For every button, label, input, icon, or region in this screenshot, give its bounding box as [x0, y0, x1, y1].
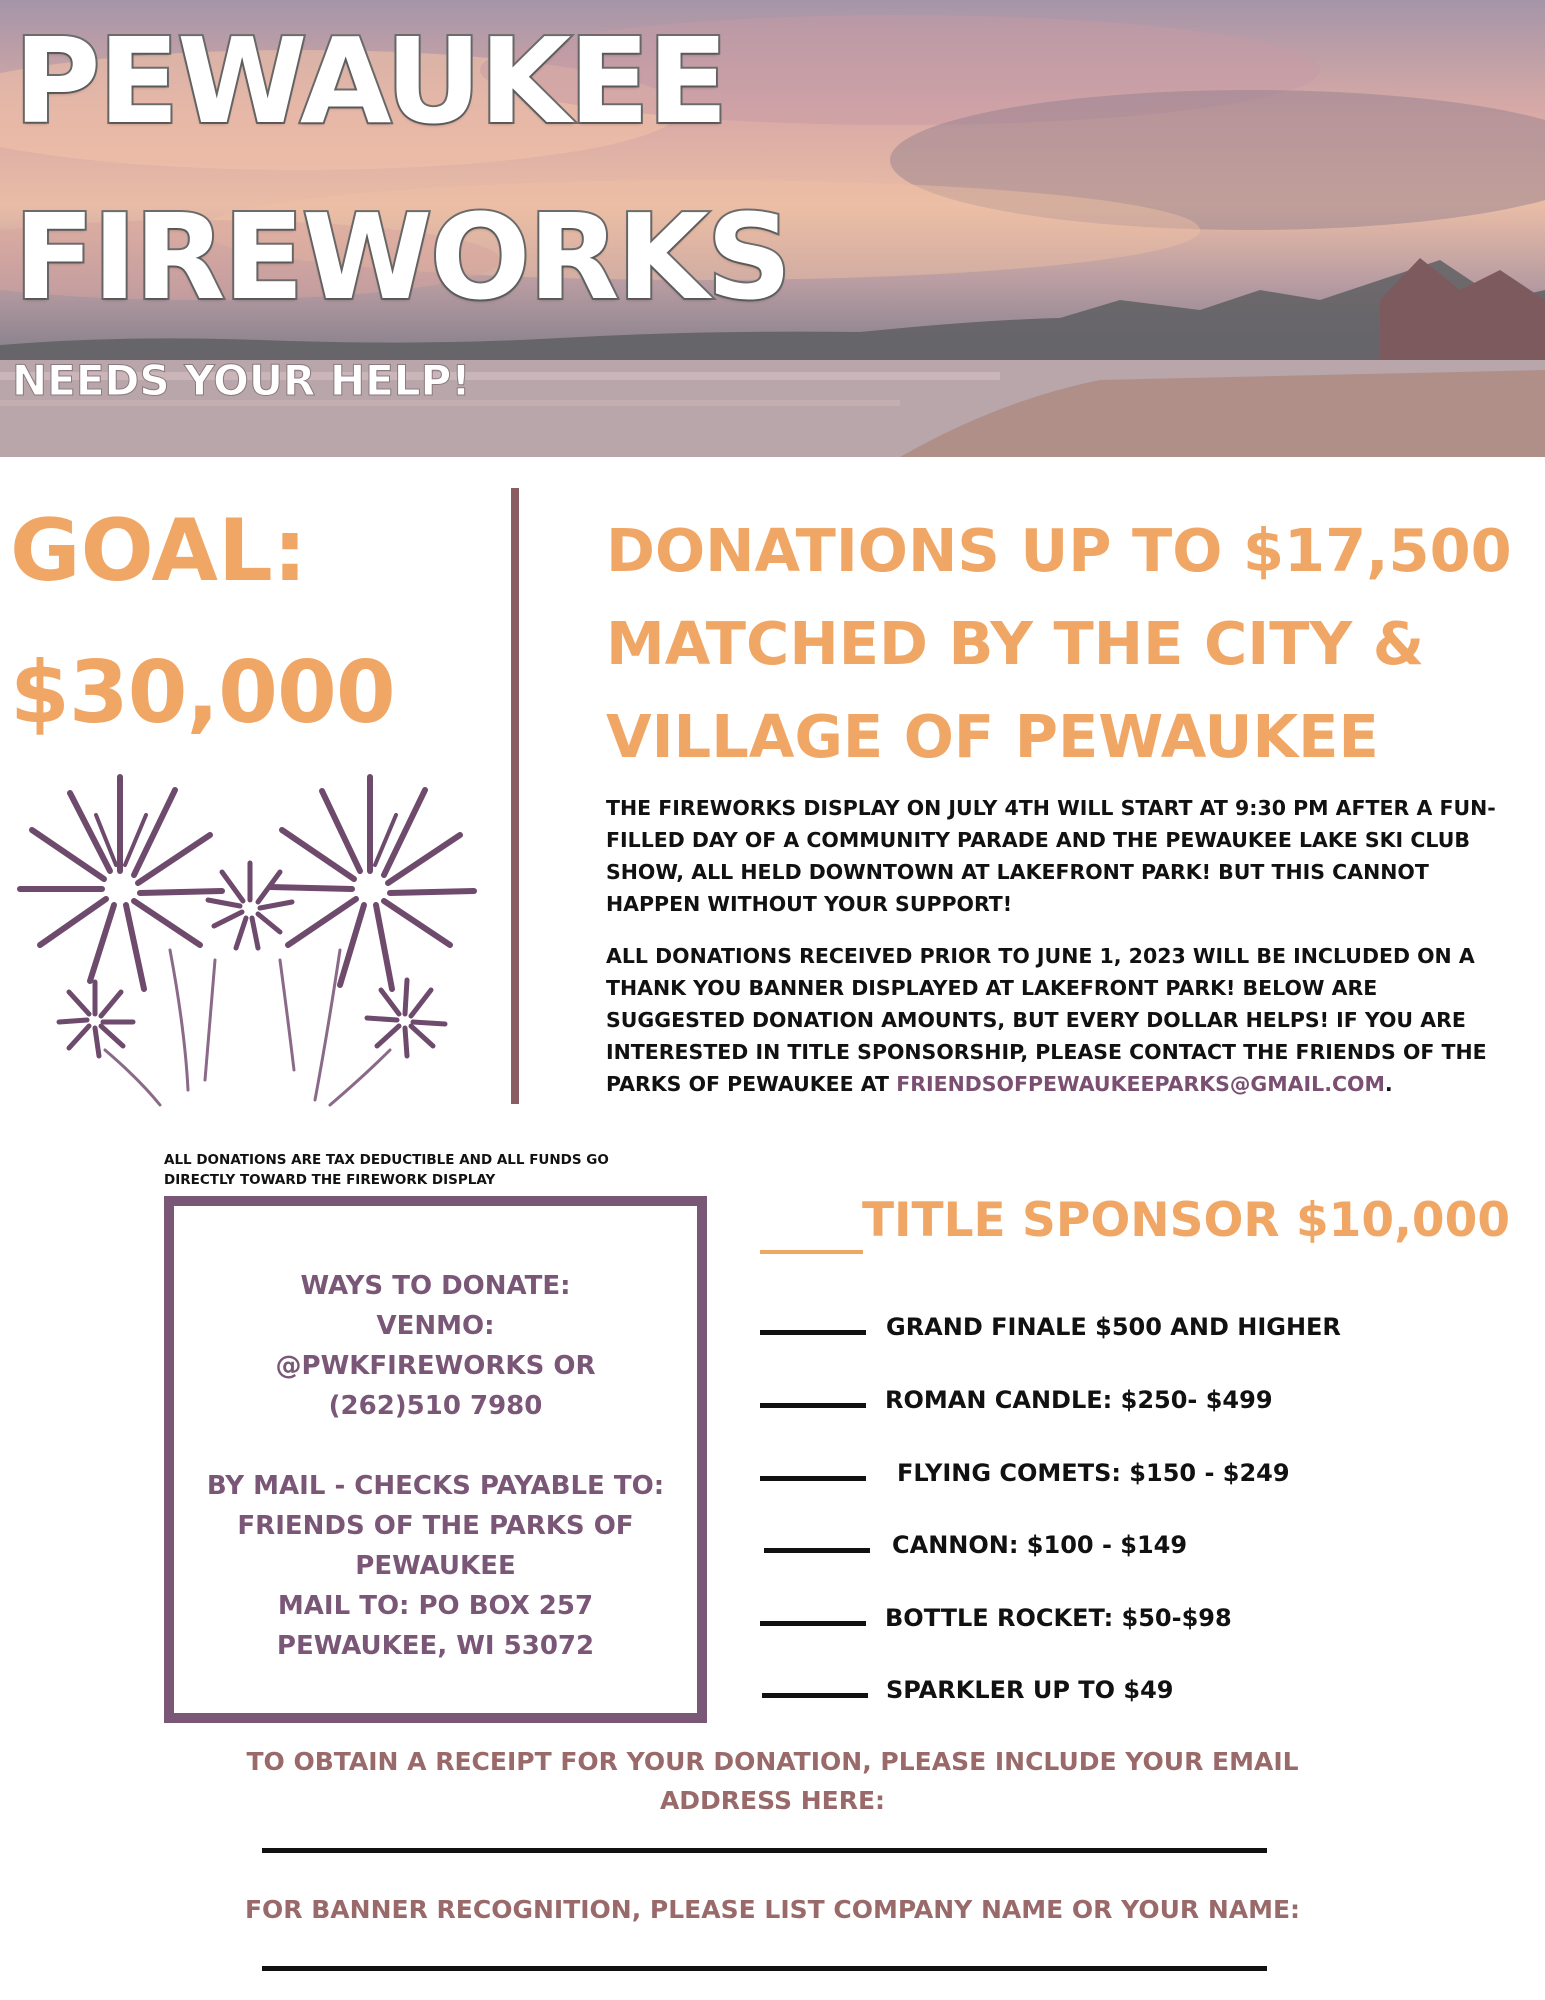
tier-roman-candle: ROMAN CANDLE: $250- $499: [885, 1386, 1273, 1414]
ways-to-donate-box: [164, 1196, 707, 1723]
venmo-handle: @PWKFIREWORKS OR: [275, 1351, 596, 1381]
banner-description: [606, 940, 1521, 1100]
name-write-line[interactable]: [262, 1966, 1267, 1971]
tier-blank-roman-candle[interactable]: [760, 1403, 866, 1408]
hero-banner: [0, 0, 1545, 457]
email-write-line[interactable]: [262, 1848, 1267, 1853]
tier-blank-cannon[interactable]: [764, 1548, 870, 1553]
banner-description-suffix: .: [1384, 1072, 1393, 1096]
mail-checks-heading: BY MAIL - CHECKS PAYABLE TO:: [206, 1471, 665, 1501]
tier-grand-finale: GRAND FINALE $500 AND HIGHER: [886, 1313, 1341, 1341]
hero-subtitle: NEEDS YOUR HELP!: [12, 356, 471, 405]
tier-sparkler: SPARKLER UP TO $49: [886, 1676, 1174, 1704]
hero-title-line2: FIREWORKS: [14, 188, 790, 326]
tier-blank-flying-comets[interactable]: [760, 1476, 866, 1481]
matching-headline: DONATIONS UP TO $17,500 MATCHED BY THE CITY & VILLAGE OF PEWAUKEE: [606, 516, 1512, 771]
tier-blank-bottle-rocket[interactable]: [760, 1621, 866, 1626]
tax-deductible-note: ALL DONATIONS ARE TAX DEDUCTIBLE AND ALL FUNDS GO DIRECTLY TOWARD THE FIREWORK DISPLAY: [164, 1152, 609, 1188]
tier-bottle-rocket: BOTTLE ROCKET: $50-$98: [885, 1604, 1232, 1632]
receipt-prompt: TO OBTAIN A RECEIPT FOR YOUR DONATION, PLEASE INCLUDE YOUR EMAIL ADDRESS HERE:: [246, 1747, 1299, 1815]
venmo-phone: (262)510 7980: [328, 1391, 543, 1421]
fireworks-illustration: [10, 770, 490, 1110]
hero-title-line1: PEWAUKEE: [14, 12, 727, 150]
donate-heading: WAYS TO DONATE:: [300, 1271, 571, 1301]
mail-address-line2: PEWAUKEE, WI 53072: [276, 1631, 595, 1661]
banner-description-text: ALL DONATIONS RECEIVED PRIOR TO JUNE 1, 2023 WILL BE INCLUDED ON A THANK YOU BANNER DISPLAYED AT LAKEFRONT PARK! BELOW ARE SUGGESTED DONATION AMOUNTS, BUT EVERY DOLLAR HELPS! IF YOU ARE INTERESTED IN TITLE SPONSORSHIP, PLEASE CONTACT THE FRIENDS OF THE PARKS OF PEWAUKEE AT: [606, 944, 1487, 1096]
title-sponsor-blank[interactable]: [760, 1250, 863, 1254]
payee-line1: FRIENDS OF THE PARKS OF: [237, 1511, 634, 1541]
tier-blank-grand-finale[interactable]: [760, 1330, 866, 1335]
title-sponsor-label: TITLE SPONSOR $10,000: [862, 1193, 1511, 1248]
event-description: THE FIREWORKS DISPLAY ON JULY 4TH WILL START AT 9:30 PM AFTER A FUN-FILLED DAY OF A COMMUNITY PARADE AND THE PEWAUKEE LAKE SKI CLUB SHOW, ALL HELD DOWNTOWN AT LAKEFRONT PARK! BUT THIS CANNOT HAPPEN WITHOUT YOUR SUPPORT!: [606, 796, 1496, 916]
mail-address-line1: MAIL TO: PO BOX 257: [277, 1591, 594, 1621]
goal-label: GOAL:: [10, 501, 308, 601]
venmo-label: VENMO:: [376, 1311, 495, 1341]
tier-cannon: CANNON: $100 - $149: [892, 1531, 1188, 1559]
tier-flying-comets: FLYING COMETS: $150 - $249: [897, 1459, 1290, 1487]
banner-recognition-prompt: FOR BANNER RECOGNITION, PLEASE LIST COMPANY NAME OR YOUR NAME:: [244, 1895, 1301, 1924]
contact-email-link[interactable]: FRIENDSOFPEWAUKEEPARKS@GMAIL.COM: [896, 1072, 1385, 1096]
tier-blank-sparkler[interactable]: [762, 1693, 868, 1698]
payee-line2: PEWAUKEE: [355, 1551, 516, 1581]
vertical-divider: [511, 488, 519, 1104]
goal-amount: $30,000: [10, 643, 395, 743]
